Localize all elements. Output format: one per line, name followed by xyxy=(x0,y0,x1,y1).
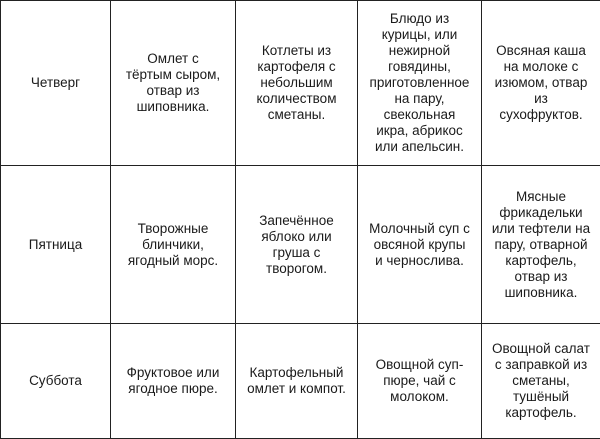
meal-cell: Овощной салат с заправкой из сметаны, тушёный картофель. xyxy=(482,324,600,439)
meal-cell: Блюдо из курицы, или нежирной говядины, приготовленное на пару, свекольная икра, абрикос или апельсин. xyxy=(358,1,482,166)
table-row-thursday xyxy=(1,1,600,166)
meal-cell: Омлет с тёртым сыром, отвар из шиповника. xyxy=(111,1,236,166)
meal-cell: Котлеты из картофеля с небольшим количеством сметаны. xyxy=(236,1,358,166)
table-row-saturday xyxy=(1,324,600,439)
meal-cell: Молочный суп с овсяной крупы и чернослива. xyxy=(358,166,482,324)
day-cell: Четверг xyxy=(1,1,111,166)
meal-cell: Фруктовое или ягодное пюре. xyxy=(111,324,236,439)
meal-cell: Овсяная каша на молоке с изюмом, отвар из сухофруктов. xyxy=(482,1,600,166)
meal-cell: Овощной суп- пюре, чай с молоком. xyxy=(358,324,482,439)
day-cell: Суббота xyxy=(1,324,111,439)
table-row-friday xyxy=(1,166,600,324)
meal-cell: Картофельный омлет и компот. xyxy=(236,324,358,439)
meal-cell: Запечённое яблоко или груша с творогом. xyxy=(236,166,358,324)
meal-cell: Творожные блинчики, ягодный морс. xyxy=(111,166,236,324)
day-cell: Пятница xyxy=(1,166,111,324)
meal-cell: Мясные фрикадельки или тефтели на пару, отварной картофель, отвар из шиповника. xyxy=(482,166,600,324)
